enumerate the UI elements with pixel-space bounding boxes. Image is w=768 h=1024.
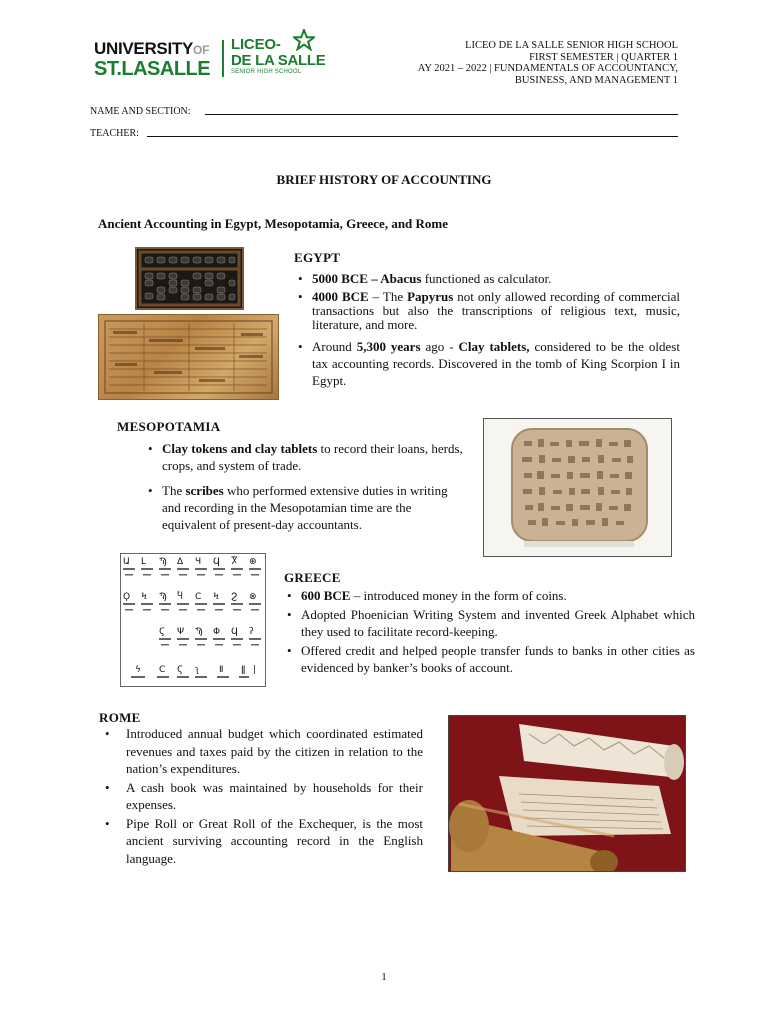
svg-text:Δ: Δ xyxy=(177,557,184,567)
star-icon xyxy=(293,29,315,51)
svg-text:Ϟ: Ϟ xyxy=(213,592,219,602)
name-section-line[interactable] xyxy=(205,114,678,115)
svg-text:Ϲ: Ϲ xyxy=(159,665,166,675)
list-item: • Adopted Phoenician Writing System and invented Greek Alphabet which they used to facilitate record-keeping. xyxy=(287,606,695,641)
rome-list xyxy=(105,725,423,871)
svg-text:Ϡ: Ϡ xyxy=(159,592,167,602)
svg-text:Ⴏ: Ⴏ xyxy=(177,592,183,602)
svg-text:Ϟ: Ϟ xyxy=(141,592,147,602)
svg-text:⊗: ⊗ xyxy=(249,592,257,602)
svg-text:|: | xyxy=(253,665,257,675)
greece-list xyxy=(287,587,695,681)
mesopotamia-heading: MESOPOTAMIA xyxy=(117,419,221,434)
teacher-label: TEACHER: xyxy=(90,128,139,139)
logo-liceo-top: LICEO- xyxy=(231,36,281,53)
university-of-st-lasalle-logo xyxy=(94,40,224,78)
svg-text:Ⅱ: Ⅱ xyxy=(219,665,224,675)
pipe-roll-scroll-image xyxy=(448,715,686,872)
svg-text:ʅ: ʅ xyxy=(195,665,200,675)
svg-text:Ϛ: Ϛ xyxy=(177,665,183,675)
svg-text:Ϡ: Ϡ xyxy=(195,627,203,637)
list-item: • A cash book was maintained by households for their expenses. xyxy=(105,779,423,814)
svg-text:Լ: Լ xyxy=(141,557,146,567)
logo-divider xyxy=(222,40,224,77)
school-line: LICEO DE LA SALLE SENIOR HIGH SCHOOL xyxy=(465,40,678,51)
papyrus-image xyxy=(98,314,279,400)
list-item: • Around 5,300 years ago - Clay tablets, considered to be the oldest tax accounting records. Discovered in the tomb of King Scorpion I in Egypt. xyxy=(298,338,680,389)
svg-text:Ψ: Ψ xyxy=(177,627,185,637)
logo-usl-bottom: ST.LASALLE xyxy=(94,58,211,80)
list-item: • The scribes who performed extensive duties in writing and recording in the Mesopotamian time are the equivalent of present-day accountants. xyxy=(148,482,466,533)
list-item: • Pipe Roll or Great Roll of the Exchequer, is the most ancient surviving accounting record in the English language. xyxy=(105,815,423,868)
name-section-label: NAME AND SECTION: xyxy=(90,106,191,117)
school-line: BUSINESS, AND MANAGEMENT 1 xyxy=(514,74,678,86)
mesopotamia-list xyxy=(148,440,466,537)
liceo-de-la-salle-logo xyxy=(231,37,331,79)
list-item: • 5000 BCE – Abacus functioned as calculator. xyxy=(298,270,680,287)
school-line: FIRST SEMESTER | QUARTER 1 xyxy=(529,51,678,63)
logo-usl-of: OF xyxy=(193,43,210,57)
school-info xyxy=(418,40,678,86)
svg-text:Ϥ: Ϥ xyxy=(231,627,238,637)
greek-alphabet-image xyxy=(120,553,266,687)
list-item: • Offered credit and helped people transfer funds to banks in other cities as evidenced by banker’s books of account. xyxy=(287,642,695,677)
page-title: BRIEF HISTORY OF ACCOUNTING xyxy=(276,172,492,187)
list-item: • Clay tokens and clay tablets to record their loans, herds, crops, and system of trade. xyxy=(148,440,466,474)
svg-text:Ϲ: Ϲ xyxy=(195,592,202,602)
school-line: AY 2021 – 2022 | FUNDAMENTALS OF ACCOUNTANCY, xyxy=(417,63,678,74)
section-heading: Ancient Accounting in Egypt, Mesopotamia, Greece, and Rome xyxy=(98,216,449,231)
svg-text:⊕: ⊕ xyxy=(249,557,257,567)
svg-text:ǁ: ǁ xyxy=(241,665,246,675)
teacher-line[interactable] xyxy=(147,136,678,137)
logo-usl-top: UNIVERSITY xyxy=(94,39,194,58)
svg-text:ʔ: ʔ xyxy=(249,627,254,637)
svg-text:ϟ: ϟ xyxy=(135,665,141,675)
list-item: • 4000 BCE – The Papyrus not only allowed recording of commercial transactions but also the transcriptions of religious text, music, literature, and more. xyxy=(298,290,680,332)
egypt-heading: EGYPT xyxy=(294,250,341,265)
svg-text:Ϙ: Ϙ xyxy=(123,592,131,602)
egypt-list xyxy=(298,270,680,393)
logo-liceo-mid: DE LA SALLE xyxy=(231,52,326,69)
svg-text:Ϡ: Ϡ xyxy=(159,557,167,567)
greece-heading: GREECE xyxy=(284,570,341,585)
svg-text:Ϥ: Ϥ xyxy=(213,557,220,567)
teacher-field xyxy=(90,128,680,139)
svg-text:Ϛ: Ϛ xyxy=(159,627,165,637)
svg-text:Ч: Ч xyxy=(195,557,202,567)
svg-text:Ϩ: Ϩ xyxy=(231,592,238,602)
svg-text:Φ: Φ xyxy=(213,627,221,637)
list-item: • Introduced annual budget which coordinated estimated revenues and taxes paid by the citizen in relation to the nation’s expenditures. xyxy=(105,725,423,778)
svg-text:Ⴟ: Ⴟ xyxy=(231,557,238,567)
svg-text:Ա: Ա xyxy=(123,557,130,567)
rome-heading: ROME xyxy=(99,710,141,725)
logo-liceo-sub: SENIOR HIGH SCHOOL xyxy=(231,69,302,75)
abacus-image xyxy=(135,247,244,310)
name-section-field xyxy=(90,106,680,117)
clay-tablet-image xyxy=(483,418,672,557)
page-number: 1 xyxy=(381,971,387,983)
list-item: • 600 BCE – introduced money in the form of coins. xyxy=(287,587,695,605)
